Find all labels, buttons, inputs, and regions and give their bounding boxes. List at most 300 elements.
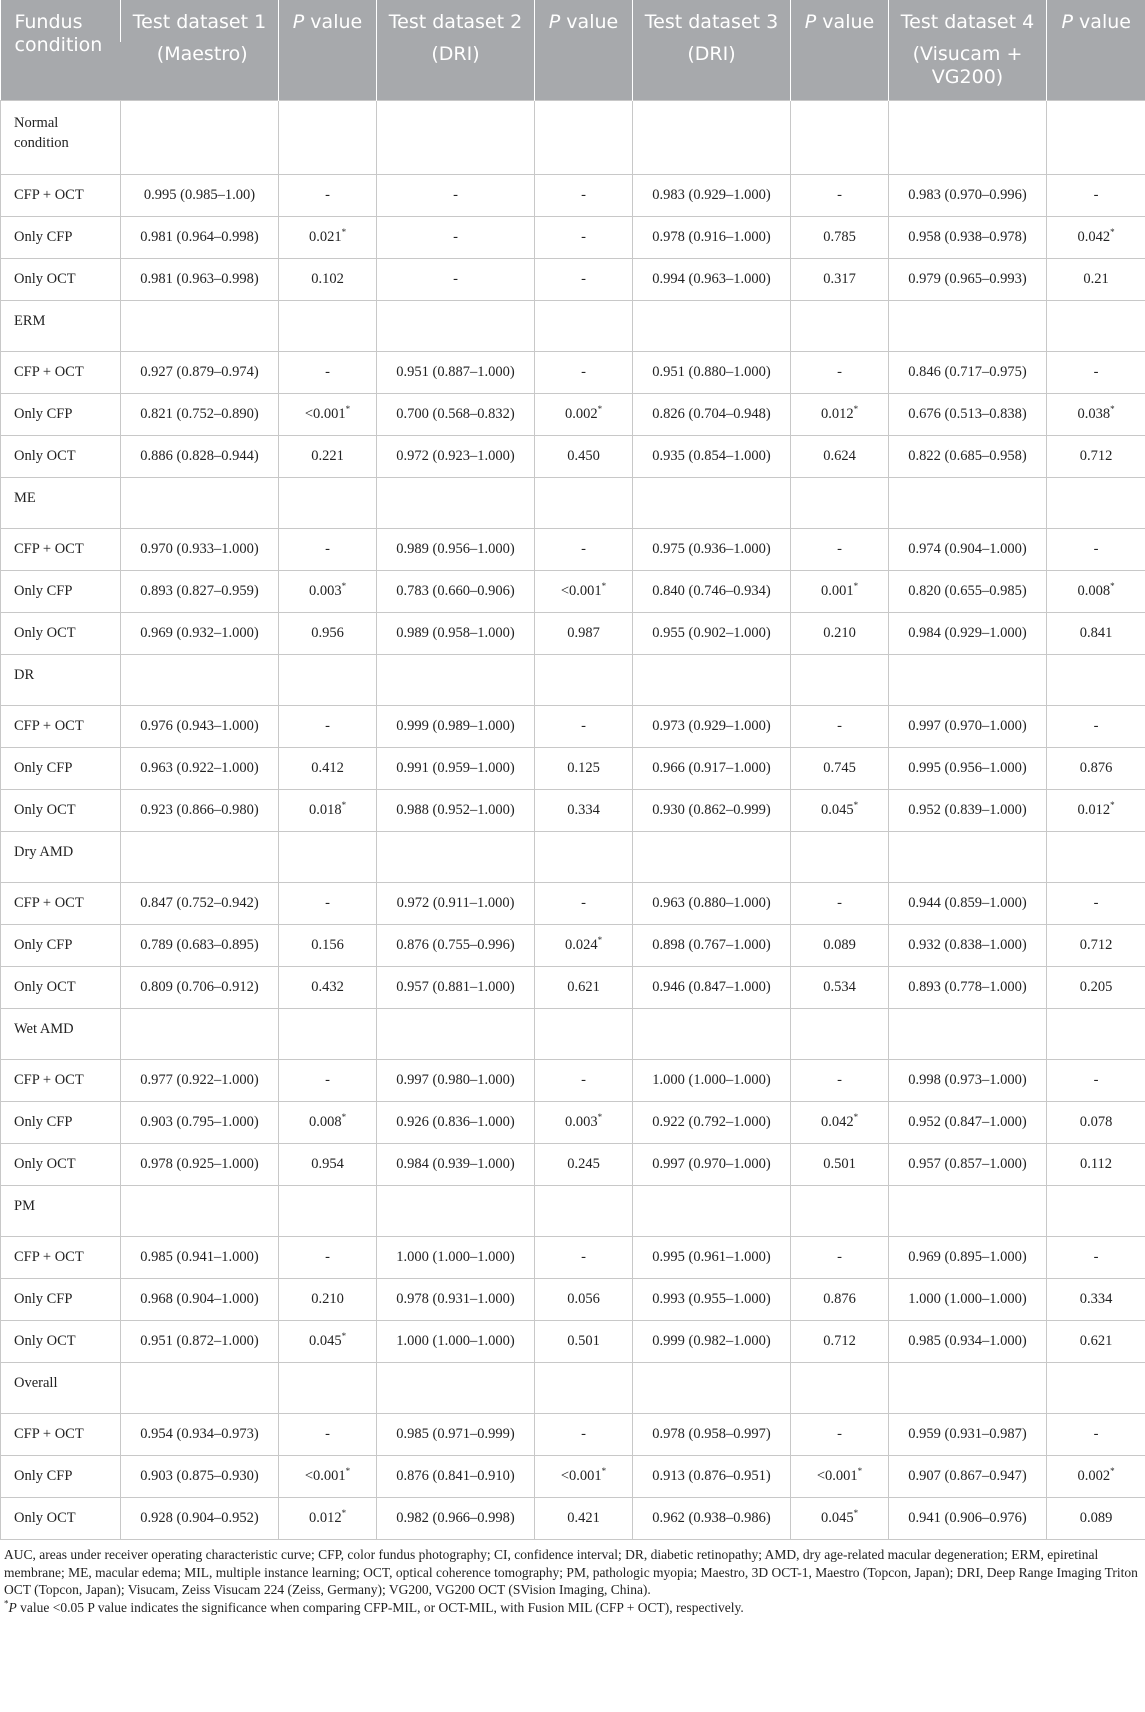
auc-cell: 0.975 (0.936–1.000) (633, 529, 791, 571)
p-value-cell: - (1047, 1237, 1145, 1279)
p-value-cell: 0.712 (1047, 925, 1145, 967)
p-value-cell: 0.125 (535, 748, 633, 790)
auc-cell: 0.963 (0.880–1.000) (633, 883, 791, 925)
empty-cell (1047, 301, 1145, 352)
header-p-value (791, 0, 889, 101)
p-value-cell: <0.001* (535, 571, 633, 613)
p-value-cell: 0.712 (1047, 436, 1145, 478)
auc-cell: 0.978 (0.925–1.000) (121, 1144, 279, 1186)
row-label: Only OCT (1, 1321, 121, 1363)
significance-asterisk: * (1110, 227, 1115, 238)
header-dataset-3: Test dataset 3 (633, 0, 791, 42)
auc-cell: 0.979 (0.965–0.993) (889, 259, 1047, 301)
p-italic: P (1061, 11, 1074, 33)
p-value-cell: 0.012* (1047, 790, 1145, 832)
auc-cell: 0.789 (0.683–0.895) (121, 925, 279, 967)
auc-cell: 0.907 (0.867–0.947) (889, 1456, 1047, 1498)
group-row (1, 832, 1145, 883)
table-row (1, 967, 1145, 1009)
auc-cell: 1.000 (1.000–1.000) (889, 1279, 1047, 1321)
auc-cell: 0.976 (0.943–1.000) (121, 706, 279, 748)
group-label: ME (1, 478, 121, 529)
row-label: CFP + OCT (1, 352, 121, 394)
auc-cell: 0.999 (0.989–1.000) (377, 706, 535, 748)
auc-cell: 0.962 (0.938–0.986) (633, 1498, 791, 1540)
significance-asterisk: * (1110, 404, 1115, 415)
empty-cell (121, 1363, 279, 1414)
auc-cell: 0.820 (0.655–0.985) (889, 571, 1047, 613)
p-value-cell: 0.334 (1047, 1279, 1145, 1321)
empty-cell (889, 1009, 1047, 1060)
p-value-cell: - (279, 529, 377, 571)
p-value-cell: 0.012* (791, 394, 889, 436)
p-value-cell: 0.745 (791, 748, 889, 790)
p-value-cell: - (791, 529, 889, 571)
significance-text: value <0.05 P value indicates the significance when comparing CFP-MIL, or OCT-MIL, with Fusion MIL (CFP + OCT), respectively. (16, 1599, 744, 1615)
significance-asterisk: * (853, 1112, 859, 1123)
auc-cell: 0.952 (0.847–1.000) (889, 1102, 1047, 1144)
auc-cell: 0.970 (0.933–1.000) (121, 529, 279, 571)
auc-cell: 0.969 (0.932–1.000) (121, 613, 279, 655)
p-value-cell: - (791, 706, 889, 748)
auc-cell: - (377, 175, 535, 217)
significance-asterisk: * (341, 1508, 347, 1519)
group-row (1, 1009, 1145, 1060)
p-value-cell: 0.624 (791, 436, 889, 478)
header-dataset-4: Test dataset 4 (889, 0, 1047, 42)
group-row (1, 1363, 1145, 1414)
p-value-cell: - (279, 175, 377, 217)
auc-cell: 0.926 (0.836–1.000) (377, 1102, 535, 1144)
empty-cell (791, 478, 889, 529)
significance-asterisk: * (341, 227, 347, 238)
row-label: Only CFP (1, 748, 121, 790)
p-rest: value (560, 11, 619, 33)
empty-cell (279, 101, 377, 175)
p-value-cell: 0.042* (791, 1102, 889, 1144)
p-value-cell: 0.245 (535, 1144, 633, 1186)
auc-cell: 0.898 (0.767–1.000) (633, 925, 791, 967)
empty-cell (535, 1363, 633, 1414)
significance-mark: * (4, 1598, 9, 1608)
group-row (1, 655, 1145, 706)
header-dataset-2: Test dataset 2 (377, 0, 535, 42)
auc-cell: 0.993 (0.955–1.000) (633, 1279, 791, 1321)
auc-cell: 0.821 (0.752–0.890) (121, 394, 279, 436)
p-value-cell: 0.841 (1047, 613, 1145, 655)
empty-cell (377, 832, 535, 883)
auc-cell: 0.998 (0.973–1.000) (889, 1060, 1047, 1102)
p-value-cell: 0.008* (1047, 571, 1145, 613)
auc-cell: - (377, 217, 535, 259)
table-row (1, 571, 1145, 613)
header-device-2: (DRI) (377, 42, 535, 101)
table-row (1, 1321, 1145, 1363)
auc-cell: 0.995 (0.961–1.000) (633, 1237, 791, 1279)
empty-cell (535, 832, 633, 883)
p-value-cell: 0.876 (791, 1279, 889, 1321)
group-row (1, 1186, 1145, 1237)
p-value-cell: - (535, 706, 633, 748)
auc-cell: 0.903 (0.875–0.930) (121, 1456, 279, 1498)
significance-asterisk: * (601, 581, 607, 592)
p-value-cell: 0.210 (791, 613, 889, 655)
auc-cell: 0.983 (0.929–1.000) (633, 175, 791, 217)
auc-cell: 0.876 (0.841–0.910) (377, 1456, 535, 1498)
auc-cell: 0.876 (0.755–0.996) (377, 925, 535, 967)
auc-cell: 0.913 (0.876–0.951) (633, 1456, 791, 1498)
auc-cell: 0.886 (0.828–0.944) (121, 436, 279, 478)
header-device-3: (DRI) (633, 42, 791, 101)
significance-asterisk: * (1110, 800, 1115, 811)
auc-cell: 0.957 (0.881–1.000) (377, 967, 535, 1009)
empty-cell (889, 301, 1047, 352)
auc-cell: 0.966 (0.917–1.000) (633, 748, 791, 790)
empty-cell (121, 101, 279, 175)
auc-cell: 0.984 (0.939–1.000) (377, 1144, 535, 1186)
empty-cell (535, 655, 633, 706)
empty-cell (279, 1009, 377, 1060)
p-value-cell: 0.112 (1047, 1144, 1145, 1186)
auc-cell: 0.978 (0.916–1.000) (633, 217, 791, 259)
empty-cell (633, 655, 791, 706)
significance-asterisk: * (345, 1466, 351, 1477)
auc-cell: 0.946 (0.847–1.000) (633, 967, 791, 1009)
auc-cell: 0.955 (0.902–1.000) (633, 613, 791, 655)
p-value-cell: 0.785 (791, 217, 889, 259)
p-italic: P (292, 11, 305, 33)
group-label: PM (1, 1186, 121, 1237)
group-label: DR (1, 655, 121, 706)
significance-asterisk: * (853, 404, 859, 415)
empty-cell (377, 655, 535, 706)
auc-cell: 0.994 (0.963–1.000) (633, 259, 791, 301)
empty-cell (633, 301, 791, 352)
auc-cell: 0.930 (0.862–0.999) (633, 790, 791, 832)
auc-cell: 0.941 (0.906–0.976) (889, 1498, 1047, 1540)
row-label: CFP + OCT (1, 883, 121, 925)
p-value-cell: 0.21 (1047, 259, 1145, 301)
auc-cell: 0.974 (0.904–1.000) (889, 529, 1047, 571)
p-italic: P (548, 11, 561, 33)
p-value-cell: 0.987 (535, 613, 633, 655)
group-row (1, 101, 1145, 175)
row-label: Only OCT (1, 613, 121, 655)
p-value-cell: - (1047, 1414, 1145, 1456)
p-value-cell: <0.001* (791, 1456, 889, 1498)
auc-cell: 0.783 (0.660–0.906) (377, 571, 535, 613)
p-value-cell: - (1047, 175, 1145, 217)
empty-cell (791, 101, 889, 175)
row-label: Only CFP (1, 571, 121, 613)
p-value-cell: - (791, 1060, 889, 1102)
p-value-cell: - (535, 1237, 633, 1279)
auc-cell: 0.847 (0.752–0.942) (121, 883, 279, 925)
empty-cell (535, 1009, 633, 1060)
empty-cell (1047, 478, 1145, 529)
p-italic: P (804, 11, 817, 33)
p-value-cell: - (791, 1237, 889, 1279)
p-value-cell: 0.078 (1047, 1102, 1145, 1144)
header-device-4: (Visucam + VG200) (889, 42, 1047, 101)
p-value-cell: 0.317 (791, 259, 889, 301)
auc-cell: 0.963 (0.922–1.000) (121, 748, 279, 790)
p-value-cell: - (1047, 529, 1145, 571)
auc-cell: 0.951 (0.887–1.000) (377, 352, 535, 394)
p-value-cell: - (535, 529, 633, 571)
p-value-cell: - (535, 175, 633, 217)
p-value-cell: 0.045* (791, 1498, 889, 1540)
table-row (1, 748, 1145, 790)
row-label: Only CFP (1, 1102, 121, 1144)
auc-cell: 0.988 (0.952–1.000) (377, 790, 535, 832)
auc-cell: 0.676 (0.513–0.838) (889, 394, 1047, 436)
table-row (1, 1102, 1145, 1144)
table-row (1, 1144, 1145, 1186)
empty-cell (1047, 1363, 1145, 1414)
p-value-cell: 0.621 (535, 967, 633, 1009)
empty-cell (279, 832, 377, 883)
auc-cell: 0.997 (0.970–1.000) (633, 1144, 791, 1186)
table-row (1, 883, 1145, 925)
significance-asterisk: * (597, 404, 603, 415)
empty-cell (1047, 101, 1145, 175)
p-value-cell: - (791, 883, 889, 925)
p-value-cell: 0.042* (1047, 217, 1145, 259)
empty-cell (889, 655, 1047, 706)
auc-cell: 0.997 (0.970–1.000) (889, 706, 1047, 748)
p-value-cell: <0.001* (279, 1456, 377, 1498)
p-value-cell: - (1047, 352, 1145, 394)
group-label: Dry AMD (1, 832, 121, 883)
p-value-cell: - (1047, 706, 1145, 748)
auc-cell: 0.928 (0.904–0.952) (121, 1498, 279, 1540)
p-value-cell: 0.021* (279, 217, 377, 259)
table-row (1, 1279, 1145, 1321)
table-row (1, 1498, 1145, 1540)
empty-cell (121, 1009, 279, 1060)
auc-cell: 0.989 (0.958–1.000) (377, 613, 535, 655)
group-row (1, 301, 1145, 352)
empty-cell (889, 1186, 1047, 1237)
row-label: Only CFP (1, 1279, 121, 1321)
row-label: Only OCT (1, 790, 121, 832)
p-value-cell: - (279, 352, 377, 394)
empty-cell (279, 1186, 377, 1237)
table-body (1, 101, 1145, 1540)
table-row (1, 925, 1145, 967)
empty-cell (633, 1363, 791, 1414)
empty-cell (121, 1186, 279, 1237)
auc-cell: 0.977 (0.922–1.000) (121, 1060, 279, 1102)
auc-cell: 0.978 (0.958–0.997) (633, 1414, 791, 1456)
significance-asterisk: * (597, 1112, 603, 1123)
auc-cell: 0.922 (0.792–1.000) (633, 1102, 791, 1144)
p-value-cell: - (535, 1060, 633, 1102)
p-value-cell: 0.334 (535, 790, 633, 832)
significance-asterisk: * (345, 404, 351, 415)
significance-asterisk: * (341, 1331, 347, 1342)
group-label: Overall (1, 1363, 121, 1414)
auc-cell: 0.995 (0.956–1.000) (889, 748, 1047, 790)
p-value-cell: 0.045* (279, 1321, 377, 1363)
empty-cell (791, 301, 889, 352)
table-row (1, 1060, 1145, 1102)
empty-cell (633, 1186, 791, 1237)
auc-cell: 0.982 (0.966–0.998) (377, 1498, 535, 1540)
row-label: Only CFP (1, 394, 121, 436)
auc-cell: 0.991 (0.959–1.000) (377, 748, 535, 790)
auc-cell: 0.972 (0.923–1.000) (377, 436, 535, 478)
p-value-cell: 0.621 (1047, 1321, 1145, 1363)
row-label: Only CFP (1, 217, 121, 259)
table-row (1, 1237, 1145, 1279)
auc-cell: 0.927 (0.879–0.974) (121, 352, 279, 394)
row-label: CFP + OCT (1, 1060, 121, 1102)
table-row (1, 352, 1145, 394)
p-rest: value (304, 11, 363, 33)
group-row (1, 478, 1145, 529)
significance-asterisk: * (597, 935, 603, 946)
p-value-cell: 0.045* (791, 790, 889, 832)
p-value-cell: 0.210 (279, 1279, 377, 1321)
p-value-cell: 0.534 (791, 967, 889, 1009)
auc-cell: 0.826 (0.704–0.948) (633, 394, 791, 436)
auc-cell: 0.809 (0.706–0.912) (121, 967, 279, 1009)
auc-cell: 0.985 (0.941–1.000) (121, 1237, 279, 1279)
group-label: ERM (1, 301, 121, 352)
auc-cell: 0.822 (0.685–0.958) (889, 436, 1047, 478)
auc-cell: 1.000 (1.000–1.000) (377, 1237, 535, 1279)
auc-cell: 0.997 (0.980–1.000) (377, 1060, 535, 1102)
auc-cell: 0.958 (0.938–0.978) (889, 217, 1047, 259)
row-label: Only OCT (1, 436, 121, 478)
p-value-cell: <0.001* (535, 1456, 633, 1498)
auc-cell: 0.923 (0.866–0.980) (121, 790, 279, 832)
p-value-cell: - (279, 1060, 377, 1102)
significance-asterisk: * (1110, 581, 1115, 592)
p-value-cell: - (791, 1414, 889, 1456)
p-value-cell: 0.876 (1047, 748, 1145, 790)
header-p-value (535, 0, 633, 101)
p-value-cell: - (791, 352, 889, 394)
p-value-cell: - (535, 883, 633, 925)
table-row (1, 1456, 1145, 1498)
row-label: Only CFP (1, 1456, 121, 1498)
empty-cell (377, 1009, 535, 1060)
p-value-cell: 0.024* (535, 925, 633, 967)
auc-cell: 0.981 (0.964–0.998) (121, 217, 279, 259)
empty-cell (1047, 655, 1145, 706)
row-label: Only CFP (1, 925, 121, 967)
auc-cell: 0.951 (0.872–1.000) (121, 1321, 279, 1363)
p-value-cell: 0.156 (279, 925, 377, 967)
auc-cell: 0.893 (0.827–0.959) (121, 571, 279, 613)
empty-cell (1047, 832, 1145, 883)
auc-cell: 0.981 (0.963–0.998) (121, 259, 279, 301)
table-footnotes (0, 1540, 1145, 1616)
auc-cell: 0.932 (0.838–1.000) (889, 925, 1047, 967)
empty-cell (377, 101, 535, 175)
auc-cell: - (377, 259, 535, 301)
empty-cell (279, 1363, 377, 1414)
row-label: CFP + OCT (1, 1414, 121, 1456)
auc-cell: 0.846 (0.717–0.975) (889, 352, 1047, 394)
p-value-cell: 0.056 (535, 1279, 633, 1321)
table-row (1, 529, 1145, 571)
empty-cell (633, 832, 791, 883)
p-value-cell: - (535, 259, 633, 301)
empty-cell (1047, 1009, 1145, 1060)
significance-asterisk: * (853, 581, 859, 592)
p-value-cell: 0.712 (791, 1321, 889, 1363)
empty-cell (377, 301, 535, 352)
p-value-cell: 0.205 (1047, 967, 1145, 1009)
empty-cell (1047, 1186, 1145, 1237)
empty-cell (889, 101, 1047, 175)
auc-cell: 0.985 (0.971–0.999) (377, 1414, 535, 1456)
p-value-cell: 0.001* (791, 571, 889, 613)
p-rest: value (1073, 11, 1131, 33)
table-row (1, 613, 1145, 655)
table-header (1, 0, 1145, 101)
p-value-cell: - (279, 1414, 377, 1456)
empty-cell (535, 301, 633, 352)
row-label: Only OCT (1, 1144, 121, 1186)
p-value-cell: 0.008* (279, 1102, 377, 1144)
p-value-cell: 0.956 (279, 613, 377, 655)
empty-cell (121, 478, 279, 529)
auc-cell: 0.972 (0.911–1.000) (377, 883, 535, 925)
significance-asterisk: * (341, 1112, 347, 1123)
table-row (1, 790, 1145, 832)
table-row (1, 394, 1145, 436)
auc-cell: 0.984 (0.929–1.000) (889, 613, 1047, 655)
p-value-cell: 0.421 (535, 1498, 633, 1540)
significance-asterisk: * (601, 1466, 607, 1477)
header-fundus-condition: Fundus condition (1, 0, 121, 101)
empty-cell (535, 101, 633, 175)
empty-cell (535, 1186, 633, 1237)
table-row (1, 175, 1145, 217)
auc-cell: 0.989 (0.956–1.000) (377, 529, 535, 571)
auc-cell: 0.903 (0.795–1.000) (121, 1102, 279, 1144)
auc-cell: 0.952 (0.839–1.000) (889, 790, 1047, 832)
auc-cell: 0.978 (0.931–1.000) (377, 1279, 535, 1321)
p-value-cell: - (535, 217, 633, 259)
p-value-cell: 0.003* (535, 1102, 633, 1144)
auc-cell: 0.995 (0.985–1.00) (121, 175, 279, 217)
p-value-cell: <0.001* (279, 394, 377, 436)
p-value-cell: 0.501 (791, 1144, 889, 1186)
auc-cell: 0.935 (0.854–1.000) (633, 436, 791, 478)
auc-cell: 0.954 (0.934–0.973) (121, 1414, 279, 1456)
p-rest: value (816, 11, 875, 33)
p-value-cell: - (1047, 1060, 1145, 1102)
p-value-cell: 0.003* (279, 571, 377, 613)
significance-p: P (8, 1599, 17, 1615)
p-value-cell: 0.450 (535, 436, 633, 478)
auc-cell: 0.959 (0.931–0.987) (889, 1414, 1047, 1456)
p-value-cell: 0.002* (1047, 1456, 1145, 1498)
p-value-cell: 0.412 (279, 748, 377, 790)
empty-cell (889, 832, 1047, 883)
significance-asterisk: * (853, 1508, 859, 1519)
auc-cell: 0.951 (0.880–1.000) (633, 352, 791, 394)
table-row (1, 217, 1145, 259)
auc-cell: 0.840 (0.746–0.934) (633, 571, 791, 613)
row-label: Only OCT (1, 967, 121, 1009)
